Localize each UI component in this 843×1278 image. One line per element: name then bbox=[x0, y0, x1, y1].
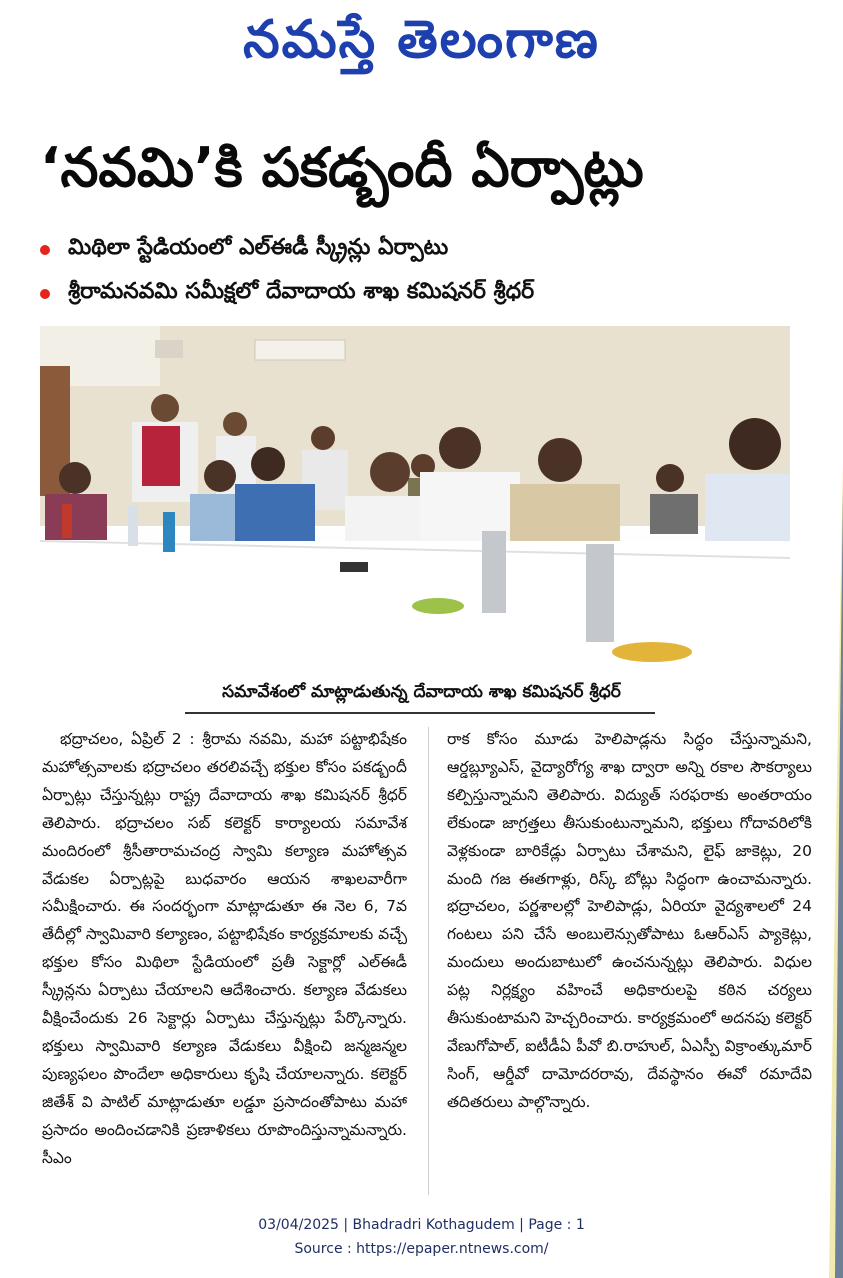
bullet-text: శ్రీరామనవమి సమీక్షలో దేవాదాయ శాఖ కమిషనర్ శ్రీధర్ bbox=[68, 279, 535, 304]
bullet-list bbox=[40, 228, 800, 316]
photo-caption: సమావేశంలో మాట్లాడుతున్న దేవాదాయ శాఖ కమిషనర్ శ్రీధర్ bbox=[222, 682, 621, 702]
bullet-text: మిథిలా స్టేడియంలో ఎల్ఈడీ స్క్రీన్లు ఏర్పాటు bbox=[68, 235, 449, 260]
article-body-left: భద్రాచలం, ఏప్రిల్ 2 : శ్రీరామ నవమి, మహా పట్టాభిషేకం మహోత్సవాలకు భద్రాచలం తరలివచ్చే భక్తుల కోసం పకడ్బందీ ఏర్పాట్లు చేస్తున్నట్లు రాష్ట్ర దేవాదాయ శాఖ కమిషనర్ శ్రీధర్ తెలిపారు. భద్రాచలం సబ్ కలెక్టర్ కార్యాలయ సమావేశ మందిరంలో శ్రీసీతారామచంద్ర స్వామి కల్యాణ మహోత్సవ వేడుకల ఏర్పాట్లపై బుధవారం ఆయన శాఖలవారీగా సమీక్షించారు. ఈ సందర్భంగా మాట్లాడుతూ ఈ నెల 6, 7వ తేదీల్లో స్వామివారి కల్యాణం, పట్టాభిషేకం కార్యక్రమాలకు వచ్చే భక్తుల కోసం మిథిలా స్టేడియంలో ప్రతీ సెక్టార్లో ఎల్ఈడీ స్క్రీన్లను ఏర్పాటు చేయాలని ఆదేశించారు. కల్యాణ వేడుకలు వీక్షించేందుకు 26 సెక్టార్లు ఏర్పాటు చేస్తున్నట్లు పేర్కొన్నారు. భక్తులు స్వామివారి కల్యాణ వేడుకలు వీక్షించి జన్మజన్మల పుణ్యఫలం పొందేలా అధికారులు కృషి చేయాలన్నారు. కలెక్టర్ జితేశ్ వి పాటిల్ మాట్లాడుతూ లడ్డూ ప్రసాదంతోపాటు మహా ప్రసాదం అందించడానికి ప్రణాళికలు రూపొందిస్తున్నామన్నారు. సీఎం bbox=[42, 730, 407, 1167]
article-body-right: రాక కోసం మూడు హెలిపాడ్లను సిద్ధం చేస్తున్నామని, ఆర్డబ్ల్యూఎస్, వైద్యారోగ్య శాఖ ద్వారా అన్ని రకాల సౌకర్యాలు కల్పిస్తున్నామని తెలిపారు. విద్యుత్ సరఫరాకు అంతరాయం లేకుండా జాగ్రత్తలు తీసుకుంటున్నామని, భక్తులు గోదావరిలోకి వెళ్లకుండా బారికేడ్లు ఏర్పాటు చేశామని, లైఫ్ జాకెట్లు, 20 మంది గజ ఈతగాళ్లు, రిస్క్ బోట్లు సిద్ధంగా ఉంచామన్నారు. భద్రాచలం, పర్ణశాలల్లో హెలిపాడ్లు, ఏరియా వైద్యశాలలో 24 గంటలు పని చేసే అంబులెన్సుతోపాటు ఓఆర్ఎస్ ప్యాకెట్లు, మందులు అందుబాటులో ఉంచనున్నట్లు తెలిపారు. విధుల పట్ల నిర్లక్ష్యం వహించే అధికారులపై కఠిన చర్యలు తీసుకుంటామని హెచ్చరించారు. కార్యక్రమంలో అదనపు కలెక్టర్ వేణుగోపాల్, ఐటీడీఏ పీవో బి.రాహుల్, ఏఎస్పీ విక్రాంత్కుమార్ సింగ్, ఆర్డీవో దామోదరరావు, దేవస్థానం ఈవో రమాదేవి తదితరులు పాల్గొన్నారు. bbox=[447, 730, 812, 1111]
page-edge-stripe bbox=[829, 460, 843, 1278]
masthead-title: నమస్తే తెలంగాణ bbox=[243, 9, 600, 70]
meeting-photo-illustration bbox=[40, 326, 790, 669]
caption-rule bbox=[185, 712, 655, 714]
article-headline: ‘నవమి’కి పకడ్బందీ ఏర్పాట్లు bbox=[40, 136, 644, 199]
bullet-dot-icon bbox=[40, 245, 50, 255]
bullet-item bbox=[40, 272, 800, 316]
bullet-dot-icon bbox=[40, 289, 50, 299]
footer-date-page: 03/04/2025 | Bhadradri Kothagudem | Page : 1 bbox=[258, 1217, 585, 1233]
meeting-photo bbox=[40, 326, 790, 669]
column-divider bbox=[428, 727, 429, 1195]
footer-source: Source : https://epaper.ntnews.com/ bbox=[294, 1241, 549, 1257]
bullet-item bbox=[40, 228, 800, 272]
